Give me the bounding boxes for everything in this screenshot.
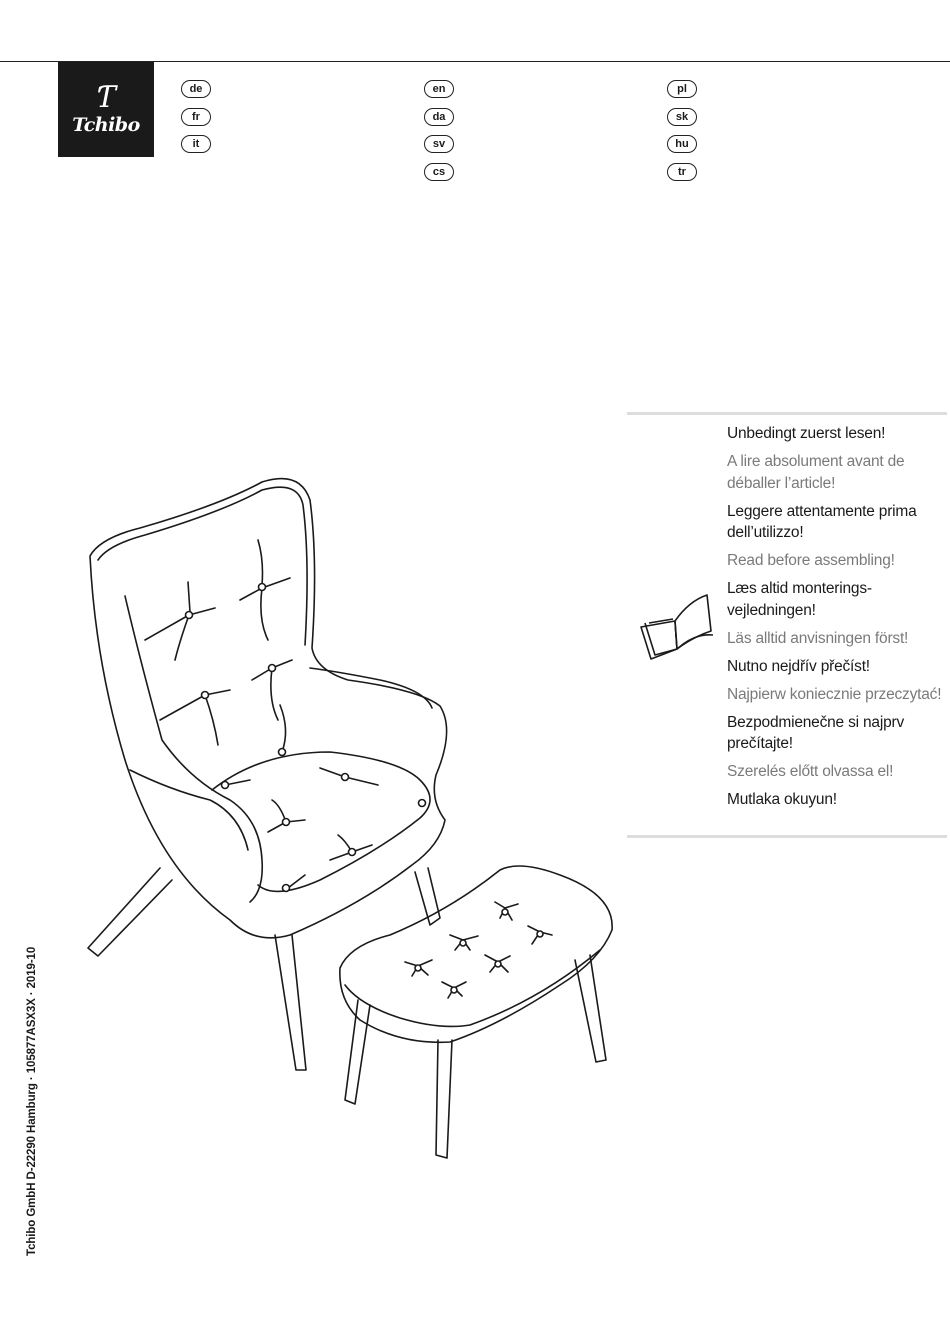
language-badge: hu xyxy=(667,135,697,153)
read-first-tr: Mutlaka okuyun! xyxy=(727,791,837,808)
read-first-sv: Läs alltid anvisningen först! xyxy=(727,629,909,647)
read-first-pl: Najpierw koniecznie przeczytać! xyxy=(727,685,942,703)
read-first-da: Læs altid monterings-vejledningen! xyxy=(727,580,872,619)
read-first-fr: A lire absolument avant de déballer l’article! xyxy=(727,453,905,492)
logo-wordmark: Tchibo xyxy=(72,113,140,136)
language-badge: sv xyxy=(424,135,454,153)
read-first-it: Leggere attentamente prima dell’utilizzo! xyxy=(727,502,917,541)
language-badge: de xyxy=(181,80,211,98)
language-badge: it xyxy=(181,135,211,153)
read-first-cs: Nutno nejdřív přečíst! xyxy=(727,657,870,675)
language-badge: pl xyxy=(667,80,697,98)
language-badge: tr xyxy=(667,163,697,181)
language-badge: sk xyxy=(667,108,697,126)
language-badge: en xyxy=(424,80,454,98)
read-first-en: Read before assembling! xyxy=(727,552,895,569)
footer-imprint: Tchibo GmbH D-22290 Hamburg · 105877ASX3X · 2019-10 xyxy=(26,946,38,1256)
language-badge: fr xyxy=(181,108,211,126)
language-badge: cs xyxy=(424,163,454,181)
logo-mark-icon: Ƭ xyxy=(95,79,116,115)
read-first-sk: Bezpodmienečne si najprv prečítajte! xyxy=(727,713,904,752)
read-first-hu: Szerelés előtt olvassa el! xyxy=(727,763,894,780)
read-first-de: Unbedingt zuerst lesen! xyxy=(727,425,886,442)
language-badge: da xyxy=(424,108,454,126)
